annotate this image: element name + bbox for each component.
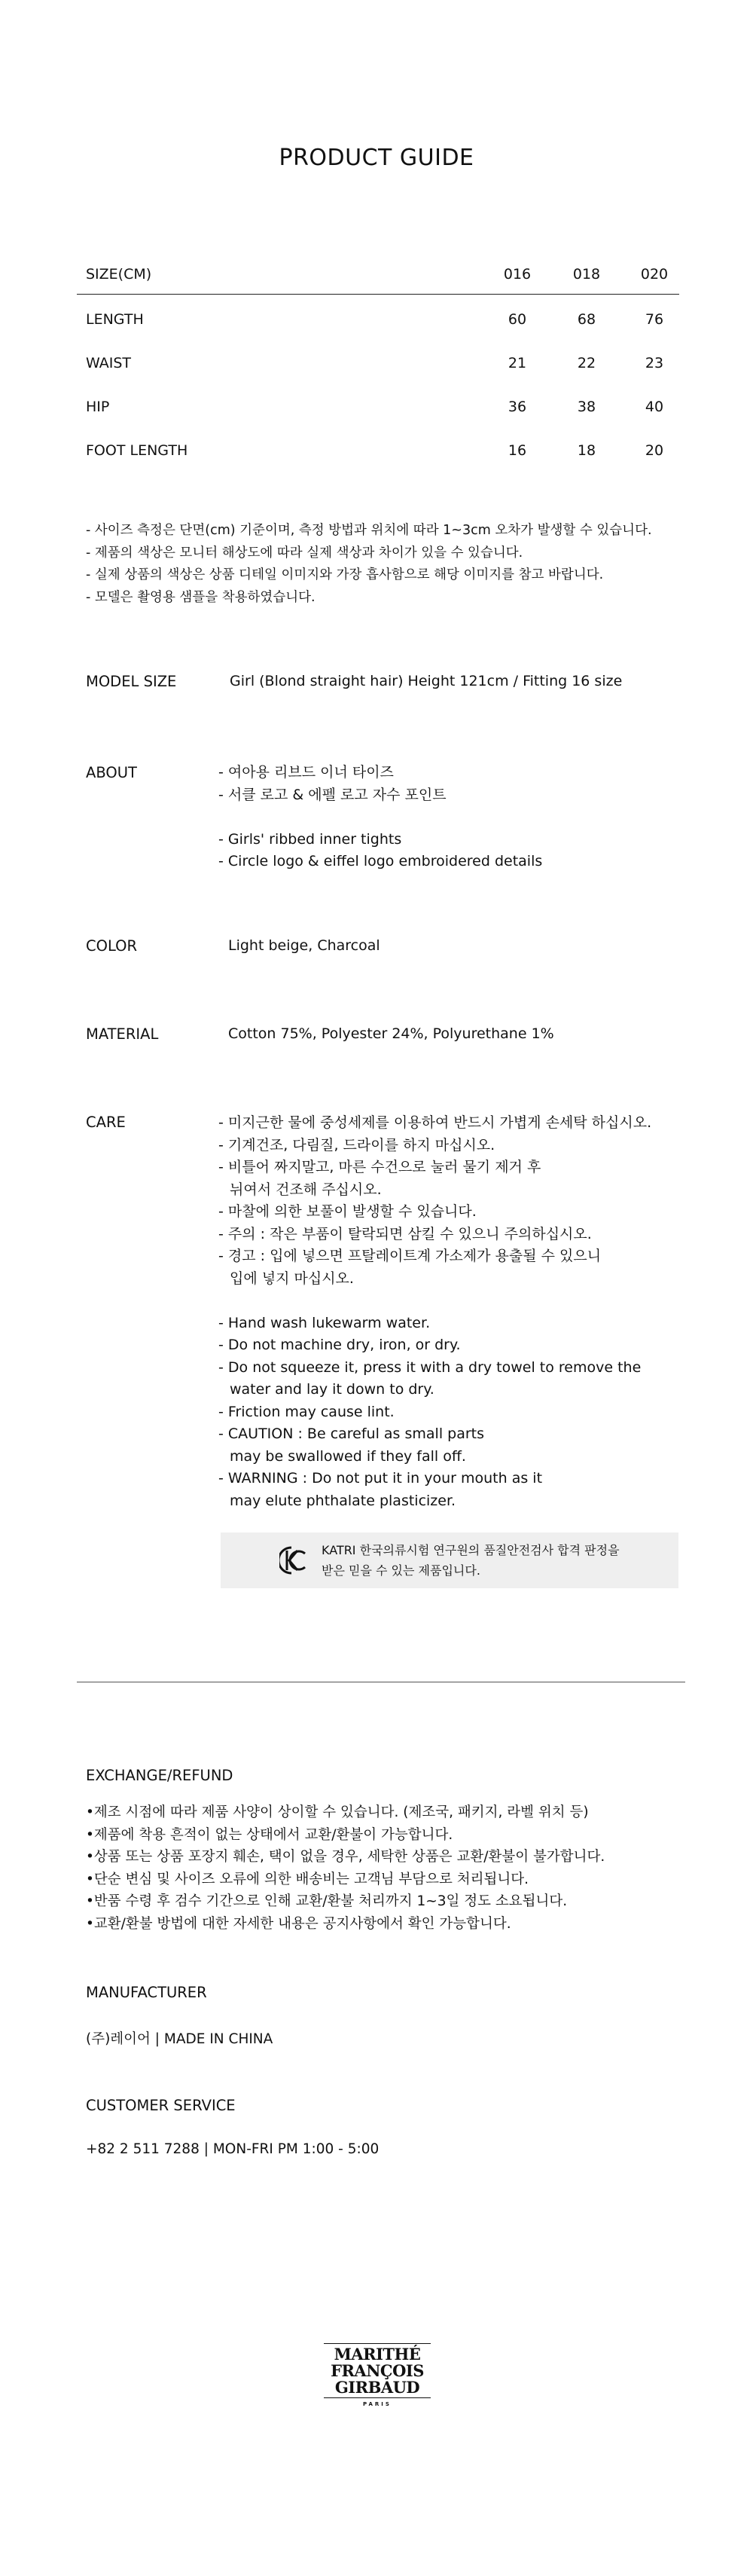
- list-item: - Do not machine dry, iron, or dry.: [218, 1337, 461, 1353]
- list-item: - CAUTION : Be careful as small parts: [218, 1426, 485, 1442]
- table-row: [77, 301, 679, 344]
- logo-line: FRANÇOIS: [331, 2361, 424, 2380]
- katri-line: 받은 믿을 수 있는 제품입니다.: [322, 1563, 480, 1578]
- table-row: [77, 344, 679, 388]
- list-item: •상품 또는 상품 포장지 훼손, 택이 없을 경우, 세탁한 상품은 교환/환불이 불가합니다.: [86, 1849, 605, 1865]
- logo-line: GIRBAUD: [334, 2378, 420, 2397]
- row-label: FOOT LENGTH: [86, 442, 188, 459]
- cell: 16: [508, 442, 527, 459]
- list-item: - 비틀어 짜지말고, 마른 수건으로 눌러 물기 제거 후: [218, 1159, 541, 1175]
- size-table-header: [77, 258, 679, 295]
- cell: 20: [645, 442, 664, 459]
- size-table: [77, 258, 679, 475]
- color-value: Light beige, Charcoal: [228, 937, 380, 954]
- katri-text: [322, 1540, 620, 1581]
- cell: 76: [645, 311, 664, 328]
- manufacturer-value: (주)레이어 | MADE IN CHINA: [86, 2031, 273, 2047]
- cell: 60: [508, 311, 527, 328]
- list-item: •제품에 착용 흔적이 없는 상태에서 교환/환불이 가능합니다.: [86, 1826, 453, 1843]
- note-line: - 실제 상품의 색상은 상품 디테일 이미지와 가장 흡사함으로 해당 이미지를 참고 바랍니다.: [86, 567, 604, 582]
- size-column-020: 020: [640, 266, 669, 283]
- logo-line: MARITHÉ: [334, 2345, 421, 2364]
- row-label: HIP: [86, 399, 110, 415]
- exchange-refund-label: EXCHANGE/REFUND: [86, 1767, 233, 1784]
- care-list: [218, 1112, 651, 1512]
- note-line: - 제품의 색상은 모니터 해상도에 따라 실제 색상과 차이가 있을 수 있습니다.: [86, 545, 523, 561]
- list-item: - Girls' ribbed inner tights: [218, 830, 402, 848]
- brand-logo-wordmark: [324, 2343, 431, 2398]
- brand-logo: [324, 2343, 431, 2407]
- list-item: - 여아용 리브드 이너 타이즈: [218, 764, 394, 781]
- cell: 68: [577, 311, 596, 328]
- kc-certification-icon: [279, 1545, 306, 1576]
- table-row: [77, 388, 679, 432]
- list-item: - WARNING : Do not put it in your mouth as it: [218, 1470, 543, 1487]
- table-row: [77, 432, 679, 475]
- row-label: LENGTH: [86, 311, 144, 328]
- about-label: ABOUT: [86, 764, 137, 781]
- page-title: PRODUCT GUIDE: [279, 145, 474, 171]
- cell: 22: [577, 355, 596, 371]
- model-size-value: Girl (Blond straight hair) Height 121cm / Fitting 16 size: [230, 673, 623, 689]
- list-item: - Do not squeeze it, press it with a dry towel to remove the: [218, 1358, 642, 1376]
- katri-certification-box: [221, 1532, 678, 1588]
- color-label: COLOR: [86, 937, 138, 955]
- list-item: - 미지근한 물에 중성세제를 이용하여 반드시 가볍게 손세탁 하십시오.: [218, 1114, 652, 1131]
- cell: 40: [645, 399, 664, 415]
- list-item: may elute phthalate plasticizer.: [230, 1492, 456, 1509]
- list-item: may be swallowed if they fall off.: [230, 1447, 466, 1465]
- model-size-label: MODEL SIZE: [86, 673, 177, 690]
- size-column-016: 016: [503, 266, 532, 283]
- note-line: - 모델은 촬영용 샘플을 착용하였습니다.: [86, 589, 316, 605]
- size-header-label: SIZE(CM): [86, 266, 152, 283]
- list-spacer: [218, 806, 542, 829]
- cell: 21: [508, 355, 527, 371]
- list-item: - 서클 로고 & 에펠 로고 자수 포인트: [218, 786, 447, 803]
- about-list: [218, 762, 542, 873]
- list-item: 입에 넣지 마십시오.: [230, 1270, 354, 1287]
- size-column-018: 018: [572, 266, 601, 283]
- exchange-refund-list: [86, 1801, 605, 1935]
- logo-subtitle: PARIS: [363, 2401, 392, 2407]
- list-item: •반품 수령 후 검수 기간으로 인해 교환/환불 처리까지 1~3일 정도 소요됩니다.: [86, 1893, 568, 1909]
- list-spacer: [218, 1290, 651, 1312]
- cell: 23: [645, 355, 664, 371]
- list-item: - Hand wash lukewarm water.: [218, 1314, 431, 1331]
- note-line: - 사이즈 측정은 단면(cm) 기준이며, 측정 방법과 위치에 따라 1~3cm 오차가 발생할 수 있습니다.: [86, 523, 652, 538]
- list-item: - 경고 : 입에 넣으면 프탈레이트계 가소제가 용출될 수 있으니: [218, 1248, 602, 1264]
- list-item: •교환/환불 방법에 대한 자세한 내용은 공지사항에서 확인 가능합니다.: [86, 1915, 511, 1932]
- list-item: •제조 시점에 따라 제품 사양이 상이할 수 있습니다. (제조국, 패키지, 라벨 위치 등): [86, 1804, 589, 1820]
- cell: 18: [577, 442, 596, 459]
- material-label: MATERIAL: [86, 1025, 159, 1043]
- list-item: 뉘여서 건조해 주십시오.: [230, 1181, 382, 1198]
- cell: 36: [508, 399, 527, 415]
- list-item: - Circle logo & eiffel logo embroidered details: [218, 853, 543, 869]
- manufacturer-label: MANUFACTURER: [86, 1984, 207, 2001]
- list-item: - 마찰에 의한 보풀이 발생할 수 있습니다.: [218, 1203, 477, 1220]
- row-label: WAIST: [86, 355, 132, 371]
- cell: 38: [577, 399, 596, 415]
- list-item: - Friction may cause lint.: [218, 1403, 395, 1420]
- list-item: - 기계건조, 다림질, 드라이를 하지 마십시오.: [218, 1136, 495, 1154]
- katri-line: KATRI 한국의류시험 연구원의 품질안전검사 합격 판정을: [322, 1543, 620, 1557]
- care-label: CARE: [86, 1114, 126, 1131]
- customer-service-label: CUSTOMER SERVICE: [86, 2097, 236, 2114]
- list-item: •단순 변심 및 사이즈 오류에 의한 배송비는 고객님 부담으로 처리됩니다.: [86, 1871, 529, 1887]
- material-value: Cotton 75%, Polyester 24%, Polyurethane 1%: [228, 1025, 554, 1042]
- list-item: water and lay it down to dry.: [230, 1381, 434, 1398]
- measurement-notes: [86, 520, 688, 609]
- list-item: - 주의 : 작은 부품이 탈락되면 삼킬 수 있으니 주의하십시오.: [218, 1225, 592, 1242]
- customer-service-value: +82 2 511 7288 | MON-FRI PM 1:00 - 5:00: [86, 2141, 380, 2157]
